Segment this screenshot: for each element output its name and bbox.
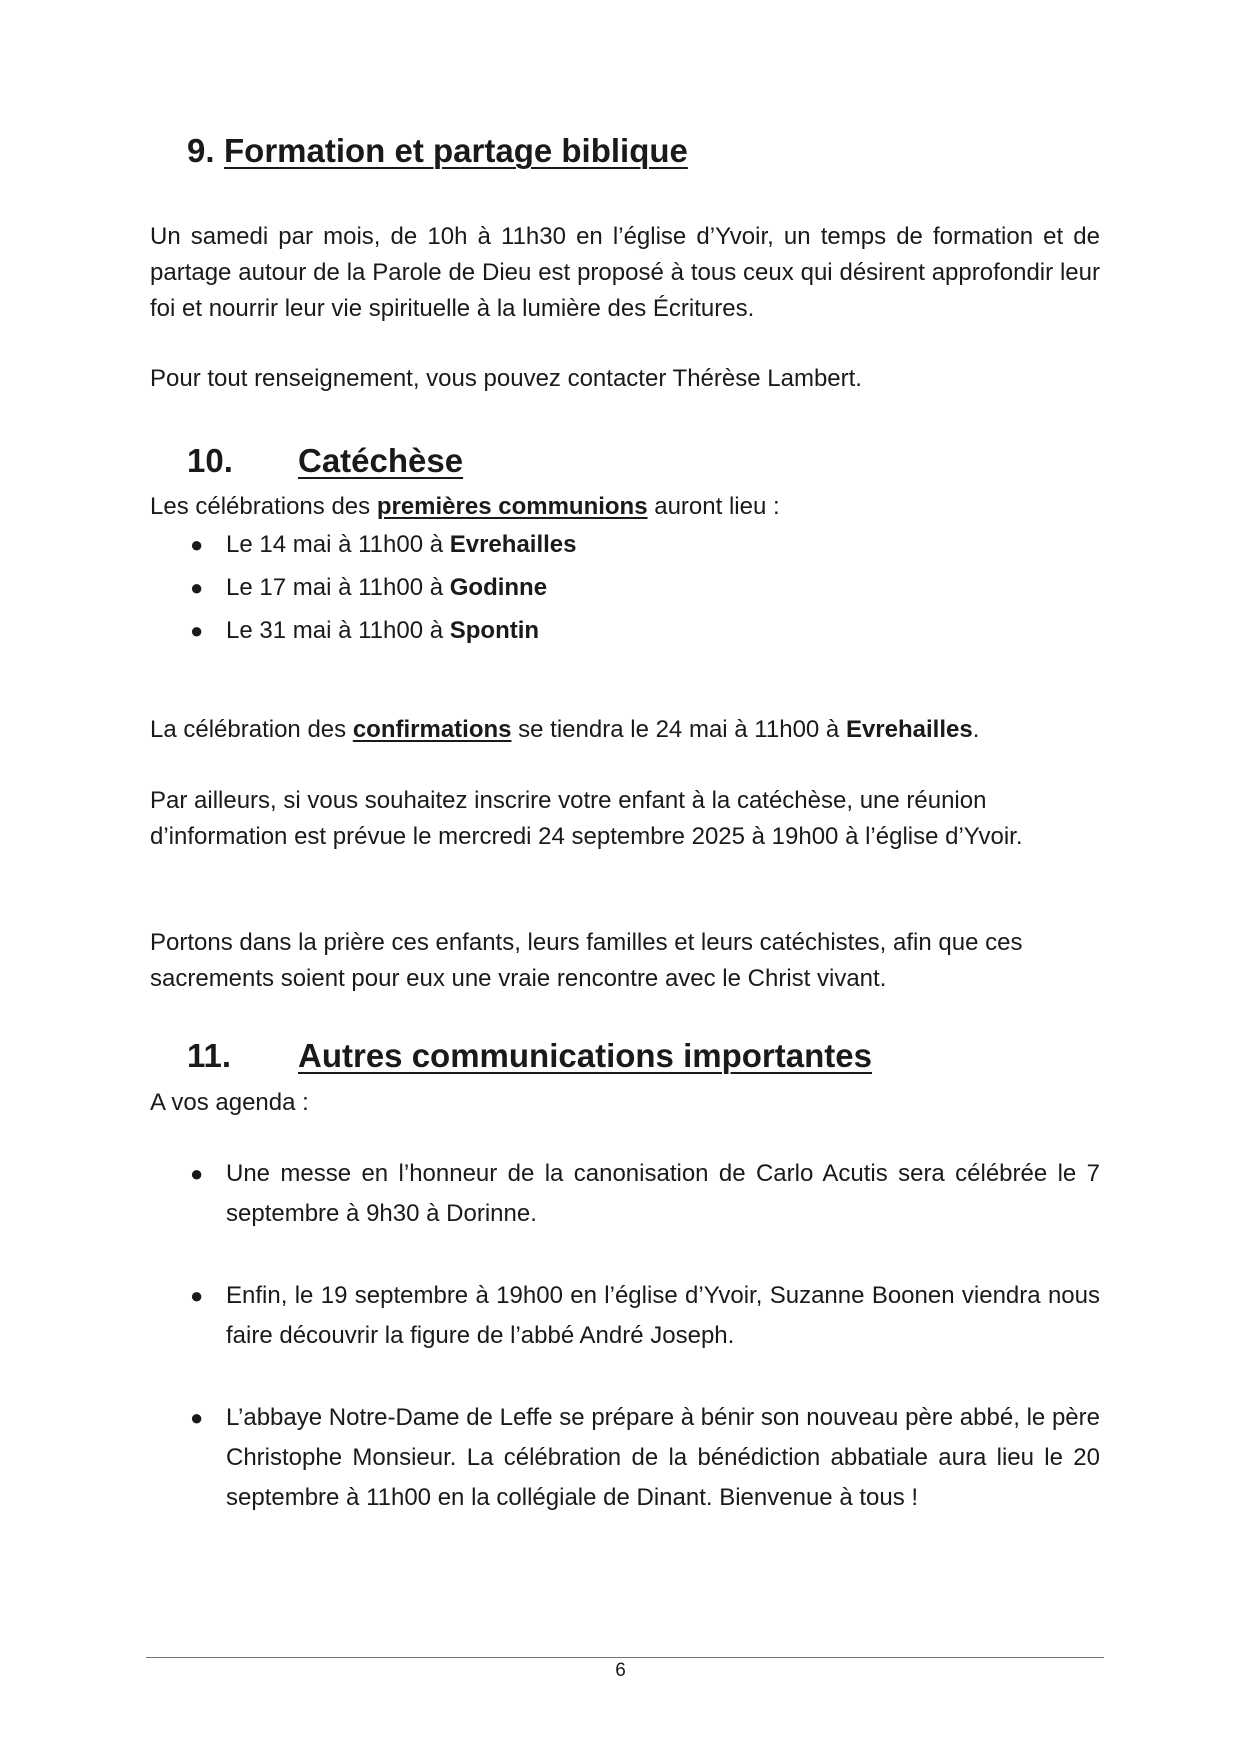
inscription-paragraph: Par ailleurs, si vous souhaitez inscrire votre enfant à la catéchèse, une réunion d’information est prévue le mercredi 24 septembre 2025 à 19h00 à l’église d’Yvoir.: [150, 787, 1023, 850]
agenda-list: [150, 1154, 1100, 1518]
priere-paragraph: Portons dans la prière ces enfants, leurs familles et leurs catéchistes, afin que ces sacrements soient pour eux une vraie rencontre avec le Christ vivant.: [150, 929, 1023, 992]
communions-intro-before: Les célébrations des: [150, 493, 377, 520]
confirm-before: La célébration des: [150, 716, 353, 743]
confirm-end: .: [972, 716, 980, 743]
bullet-icon: ●: [190, 1283, 204, 1308]
section-9-title: Formation et partage biblique: [224, 132, 688, 169]
agenda-intro: A vos agenda :: [150, 1089, 309, 1116]
confirmations-keyword: confirmations: [352, 716, 512, 743]
section-9-paragraph: Un samedi par mois, de 10h à 11h30 en l’église d’Yvoir, un temps de formation et de partage autour de la Parole de Dieu est proposé à tous ceux qui désirent approfondir leur foi et nourrir leur vie spirituelle à la lumière des Écritures.: [150, 223, 1100, 322]
communion-place: Evrehailles: [449, 531, 577, 558]
communions-list: [150, 527, 1100, 656]
bullet-icon: ●: [190, 575, 204, 600]
agenda-item-text: Enfin, le 19 septembre à 19h00 en l’église d’Yvoir, Suzanne Boonen viendra nous faire découvrir la figure de l’abbé André Joseph.: [226, 1282, 1100, 1349]
section-10-number: 10.: [187, 442, 233, 479]
section-9-number: 9.: [187, 132, 215, 169]
confirm-middle: se tiendra le 24 mai à 11h00 à: [511, 716, 846, 743]
confirm-place: Evrehailles: [845, 716, 973, 743]
bullet-icon: ●: [190, 1405, 204, 1430]
list-item: [150, 1154, 1100, 1234]
agenda-item-text: L’abbaye Notre-Dame de Leffe se prépare à bénir son nouveau père abbé, le père Christophe Monsieur. La célébration de la bénédiction abbatiale aura lieu le 20 septembre à 11h00 en la collégiale de Dinant. Bienvenue à tous !: [226, 1404, 1100, 1511]
bullet-icon: ●: [190, 1161, 204, 1186]
bullet-icon: ●: [190, 532, 204, 557]
section-11-title: Autres communications importantes: [298, 1037, 872, 1074]
list-item: [150, 527, 1100, 570]
bullet-icon: ●: [190, 618, 204, 643]
footer-divider: [146, 1657, 1104, 1658]
page-number: 6: [615, 1660, 626, 1681]
list-item: [150, 570, 1100, 613]
section-9-contact: Pour tout renseignement, vous pouvez contacter Thérèse Lambert.: [150, 365, 862, 392]
communions-intro: [150, 489, 1100, 525]
list-item: [150, 613, 1100, 656]
communion-date: Le 14 mai à 11h00 à: [226, 531, 450, 558]
communions-keyword: premières communions: [376, 493, 648, 520]
communion-date: Le 31 mai à 11h00 à: [226, 617, 450, 644]
communions-intro-after: auront lieu :: [647, 493, 780, 520]
list-item: [150, 1398, 1100, 1518]
communion-place: Godinne: [449, 574, 548, 601]
section-10-title: Catéchèse: [298, 442, 464, 479]
agenda-item-text: Une messe en l’honneur de la canonisation de Carlo Acutis sera célébrée le 7 septembre à 9h30 à Dorinne.: [226, 1160, 1100, 1227]
communion-date: Le 17 mai à 11h00 à: [226, 574, 450, 601]
list-item: [150, 1276, 1100, 1356]
communion-place: Spontin: [449, 617, 540, 644]
confirmations-paragraph: [150, 712, 1100, 748]
section-11-number: 11.: [187, 1037, 232, 1074]
